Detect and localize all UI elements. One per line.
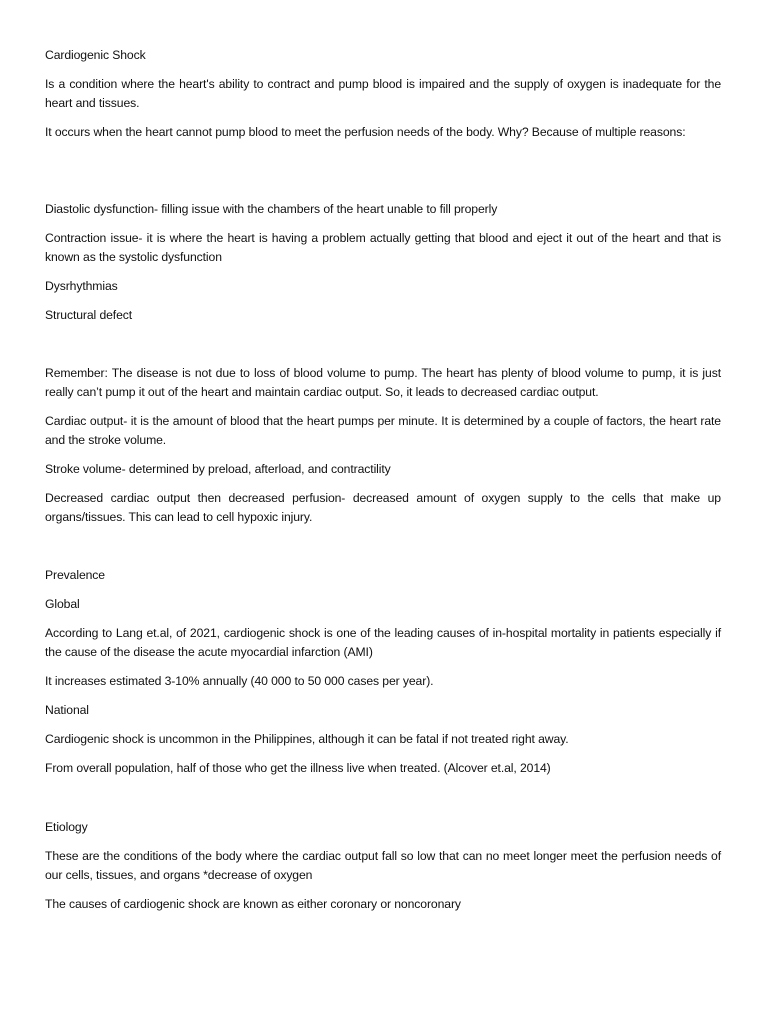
national-paragraph: Cardiogenic shock is uncommon in the Philippines, although it can be fatal if not treated right away. (45, 732, 569, 746)
decreased-output-paragraph: Decreased cardiac output then decreased perfusion- decreased amount of oxygen supply to the cells that make up organs/tissues. This can lead to cell hypoxic injury. (45, 491, 721, 524)
etiology-paragraph: These are the conditions of the body where the cardiac output fall so low that can no meet longer meet the perfusion needs of our cells, tissues, and organs *decrease of oxygen (45, 849, 721, 882)
prevalence-heading: Prevalence (45, 568, 105, 582)
remember-paragraph: Remember: The disease is not due to loss of blood volume to pump. The heart has plenty of blood volume to pump, it is just really can’t pump it out of the heart and maintain cardiac output. So, it leads to decreased cardiac output. (45, 366, 721, 399)
document-title: Cardiogenic Shock (45, 48, 146, 62)
diastolic-dysfunction-item: Diastolic dysfunction- filling issue with the chambers of the heart unable to fill properly (45, 202, 498, 216)
definition-paragraph: Is a condition where the heart's ability to contract and pump blood is impaired and the supply of oxygen is inadequate for the heart and tissues. (45, 77, 721, 110)
population-paragraph: From overall population, half of those who get the illness live when treated. (Alcover et.al, 2014) (45, 761, 551, 775)
occurs-paragraph: It occurs when the heart cannot pump blood to meet the perfusion needs of the body. Why? Because of multiple reasons: (45, 125, 686, 139)
contraction-issue-item: Contraction issue- it is where the heart is having a problem actually getting that blood and eject it out of the heart and that is known as the systolic dysfunction (45, 231, 721, 264)
etiology-heading: Etiology (45, 820, 88, 834)
cardiac-output-paragraph: Cardiac output- it is the amount of blood that the heart pumps per minute. It is determined by a couple of factors, the heart rate and the stroke volume. (45, 414, 721, 447)
national-heading: National (45, 703, 89, 717)
dysrhythmias-item: Dysrhythmias (45, 279, 118, 293)
causes-paragraph: The causes of cardiogenic shock are known as either coronary or noncoronary (45, 897, 461, 911)
structural-defect-item: Structural defect (45, 308, 133, 322)
global-heading: Global (45, 597, 80, 611)
global-paragraph: According to Lang et.al, of 2021, cardiogenic shock is one of the leading causes of in-hospital mortality in patients especially if the cause of the disease the acute myocardial infarction (AMI) (45, 626, 721, 659)
increase-paragraph: It increases estimated 3-10% annually (40 000 to 50 000 cases per year). (45, 674, 434, 688)
stroke-volume-paragraph: Stroke volume- determined by preload, afterload, and contractility (45, 462, 391, 476)
